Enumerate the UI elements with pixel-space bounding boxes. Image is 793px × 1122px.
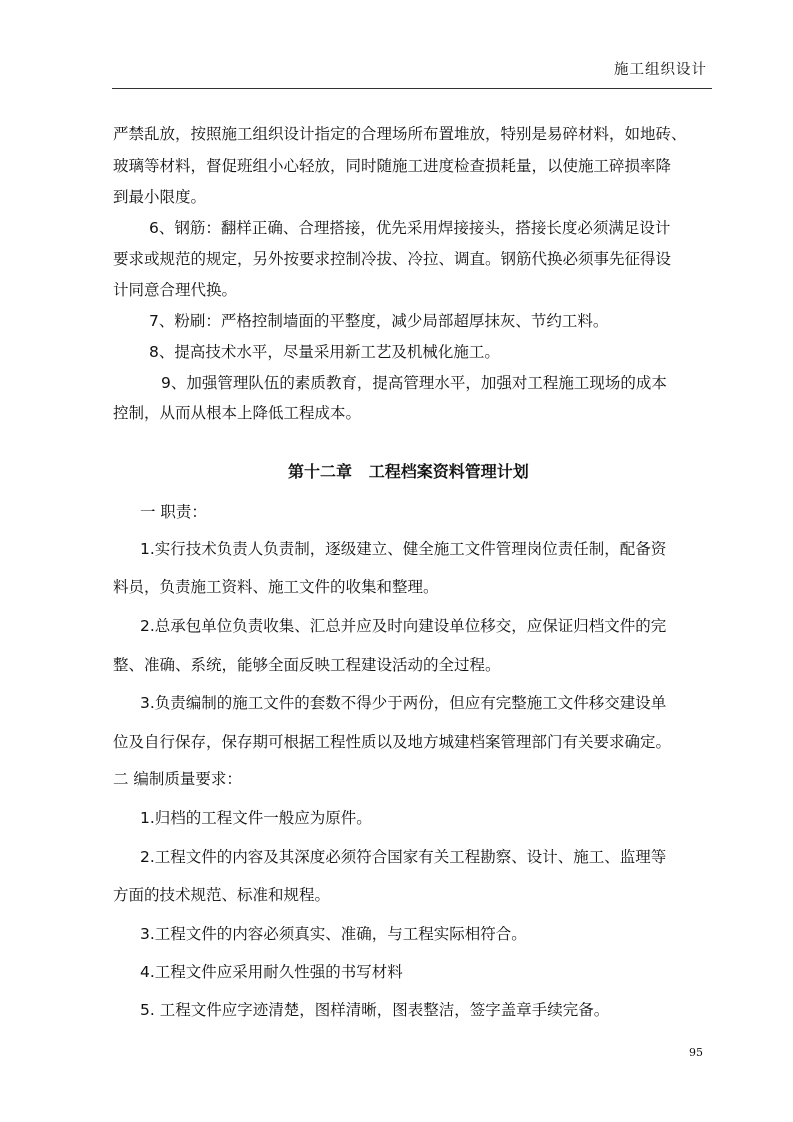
section-heading: 一 职责：: [140, 503, 207, 521]
text-line: 9、加强管理队伍的素质教育，提高管理水平，加强对工程施工现场的成本: [161, 374, 667, 392]
text-line: 要求或规范的规定，另外按要求控制冷拔、冷拉、调直。钢筋代换必须事先征得设: [113, 250, 672, 268]
text-line: 位及自行保存，保存期可根据工程性质以及地方城建档案管理部门有关要求确定。: [113, 733, 672, 751]
text-line: 整、准确、系统，能够全面反映工程建设活动的全过程。: [113, 656, 501, 674]
text-line: 2.总承包单位负责收集、汇总并应及时向建设单位移交，应保证归档文件的完: [140, 617, 667, 635]
chapter-title: 第十二章 工程档案资料管理计划: [288, 462, 529, 481]
text-line: 1.归档的工程文件一般应为原件。: [140, 809, 372, 827]
text-line: 计同意合理代换。: [113, 281, 238, 299]
text-line: 6、钢筋：翻样正确、合理搭接，优先采用焊接接头，搭接长度必须满足设计: [149, 219, 671, 237]
text-line: 料员，负责施工资料、施工文件的收集和整理。: [113, 578, 439, 596]
text-line: 方面的技术规范、标准和规程。: [113, 886, 331, 904]
section-heading: 二 编制质量要求：: [113, 770, 242, 788]
page-number: 95: [689, 1046, 703, 1059]
text-line: 1.实行技术负责人负责制，逐级建立、健全施工文件管理岗位责任制，配备资: [140, 540, 667, 558]
text-line: 玻璃等材料，督促班组小心轻放，同时随施工进度检查损耗量，以使施工碎损率降: [113, 157, 672, 175]
text-line: 4.工程文件应采用耐久性强的书写材料: [140, 963, 403, 981]
text-line: 控制，从而从根本上降低工程成本。: [113, 404, 362, 422]
text-line: 严禁乱放，按照施工组织设计指定的合理场所布置堆放，特别是易碎材料，如地砖、: [113, 125, 687, 143]
text-line: 5. 工程文件应字迹清楚，图样清晰，图表整洁，签字盖章手续完备。: [140, 1001, 610, 1019]
text-line: 3.负责编制的施工文件的套数不得少于两份，但应有完整施工文件移交建设单: [140, 694, 667, 712]
text-line: 8、提高技术水平，尽量采用新工艺及机械化施工。: [149, 343, 500, 361]
text-line: 2.工程文件的内容及其深度必须符合国家有关工程勘察、设计、施工、监理等: [140, 848, 667, 866]
text-line: 7、粉刷：严格控制墙面的平整度，减少局部超厚抹灰、节约工料。: [149, 312, 609, 330]
text-line: 3.工程文件的内容必须真实、准确，与工程实际相符合。: [140, 925, 527, 943]
header-title: 施工组织设计: [614, 62, 707, 78]
text-line: 到最小限度。: [113, 188, 207, 206]
header-rule: [112, 88, 712, 89]
